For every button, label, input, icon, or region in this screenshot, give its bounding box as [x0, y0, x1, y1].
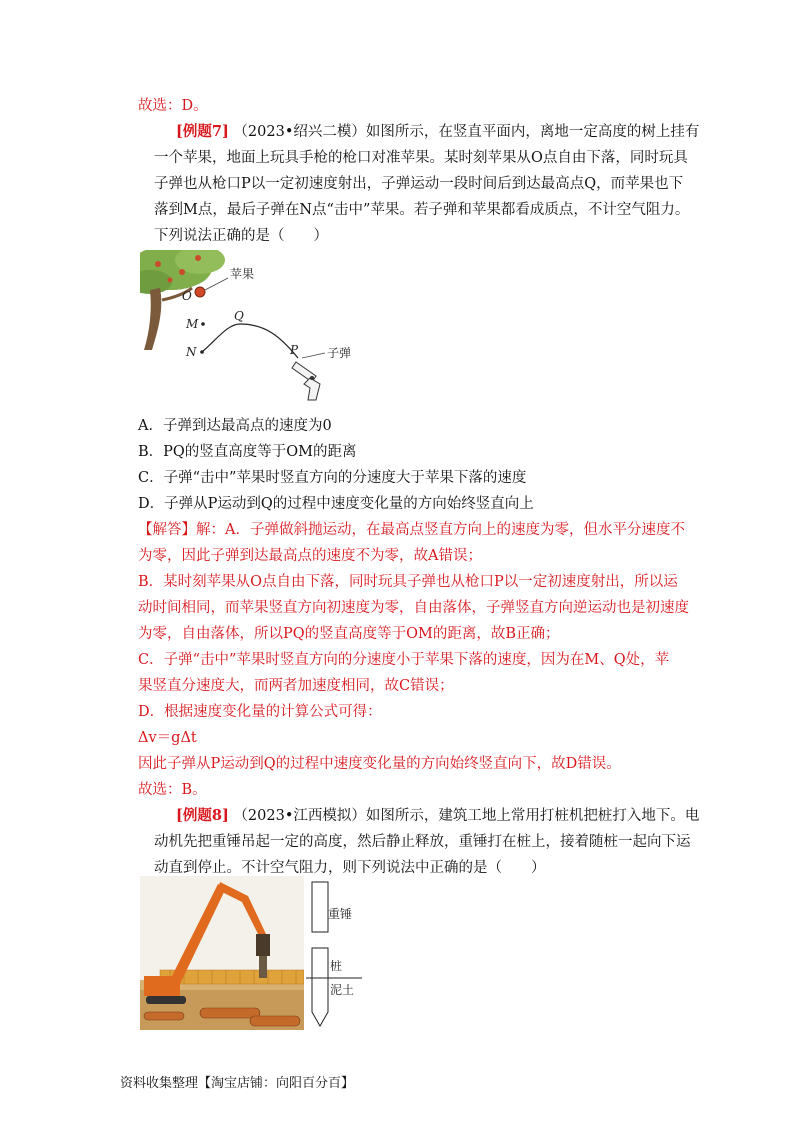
tree-trunk: [144, 288, 161, 350]
pile-label: 桩: [330, 959, 343, 973]
point-P-label: P: [290, 343, 299, 357]
option-B[interactable]: B．PQ的竖直高度等于OM的距离: [138, 444, 357, 460]
point-M: [201, 322, 205, 326]
example-7-text-1: （2023•绍兴二模）如图所示，在竖直平面内，离地一定高度的树上挂有: [233, 124, 700, 140]
example-8-line-1: [176, 806, 699, 826]
option-C[interactable]: C．子弹“击中”苹果时竖直方向的分速度大于苹果下落的速度: [138, 470, 527, 486]
example-7-line-2: 一个苹果，地面上玩具手枪的枪口对准苹果。某时刻苹果从O点自由下落，同时玩具: [154, 150, 688, 166]
tree-foliage: [140, 250, 225, 294]
pile-driver-photo: [140, 876, 304, 1030]
solution-line-1: 【解答】解：A．子弹做斜抛运动，在最高点竖直方向上的速度为零，但水平分速度不: [138, 522, 685, 538]
example-8-line-2: 动机先把重锤吊起一定的高度，然后静止释放，重锤打在桩上，接着随桩一起向下运: [154, 834, 691, 850]
pile-shape: [312, 948, 328, 1026]
solution-line-2: 为零，因此子弹到达最高点的速度不为零，故A错误；: [138, 548, 482, 564]
example-7-line-3: 子弹也从枪口P以一定初速度射出，子弹运动一段时间后到达最高点Q，而苹果也下: [154, 176, 684, 192]
toy-gun-icon: [292, 362, 320, 400]
apple-label: 苹果: [230, 267, 255, 281]
apple-icon: [195, 287, 205, 297]
bullet-label: 子弹: [327, 346, 352, 360]
hammer-label: 重锤: [328, 907, 353, 921]
example-7-line-5: 下列说法正确的是（ ）: [154, 228, 328, 244]
example-8-line-3: 动直到停止。不计空气阻力，则下列说法中正确的是（ ）: [154, 860, 546, 876]
apple-bullet-figure: [140, 250, 380, 410]
example-8-text-1: （2023•江西模拟）如图所示，建筑工地上常用打桩机把桩打入地下。电: [233, 808, 700, 824]
bullet-trajectory: [202, 324, 298, 358]
example-7-line-1: [176, 122, 699, 142]
point-O-label: O: [182, 289, 192, 303]
example-8-tag: [例题8]: [176, 807, 229, 824]
solution-answer: 故选：B。: [138, 782, 207, 798]
solution-line-3: B．某时刻苹果从O点自由下落，同时玩具子弹也从枪口P以一定初速度射出，所以运: [138, 574, 678, 590]
solution-line-6: C．子弹“击中”苹果时竖直方向的分速度小于苹果下落的速度，因为在M、Q处，苹: [138, 652, 670, 668]
option-D[interactable]: D．子弹从P运动到Q的过程中速度变化量的方向始终竖直向上: [138, 496, 534, 512]
solution-line-4: 动时间相同，而苹果竖直方向初速度为零，自由落体，子弹竖直方向逆运动也是初速度: [138, 600, 689, 616]
solution-line-10: 因此子弹从P运动到Q的过程中速度变化量的方向始终竖直向下，故D错误。: [138, 756, 621, 772]
point-M-label: M: [186, 317, 199, 331]
page-footer: 资料收集整理【淘宝店铺：向阳百分百】: [120, 1076, 355, 1091]
pile-schematic: [306, 880, 376, 1030]
solution-line-8: D．根据速度变化量的计算公式可得：: [138, 704, 382, 720]
example-7-tag: [例题7]: [176, 123, 229, 140]
option-A[interactable]: A．子弹到达最高点的速度为0: [138, 418, 332, 434]
point-N-label: N: [186, 345, 197, 359]
previous-answer: 故选：D。: [138, 98, 208, 114]
solution-line-7: 果竖直分速度大，而两者加速度相同，故C错误；: [138, 678, 454, 694]
solution-line-5: 为零，自由落体，所以PQ的竖直高度等于OM的距离，故B正确；: [138, 626, 560, 642]
solution-formula: Δv＝gΔt: [138, 730, 197, 746]
hammer-shape: [312, 882, 328, 932]
point-Q-label: Q: [234, 309, 244, 323]
example-7-line-4: 落到M点，最后子弹在N点“击中”苹果。若子弹和苹果都看成质点，不计空气阻力。: [154, 202, 690, 218]
soil-label: 泥土: [330, 983, 355, 997]
